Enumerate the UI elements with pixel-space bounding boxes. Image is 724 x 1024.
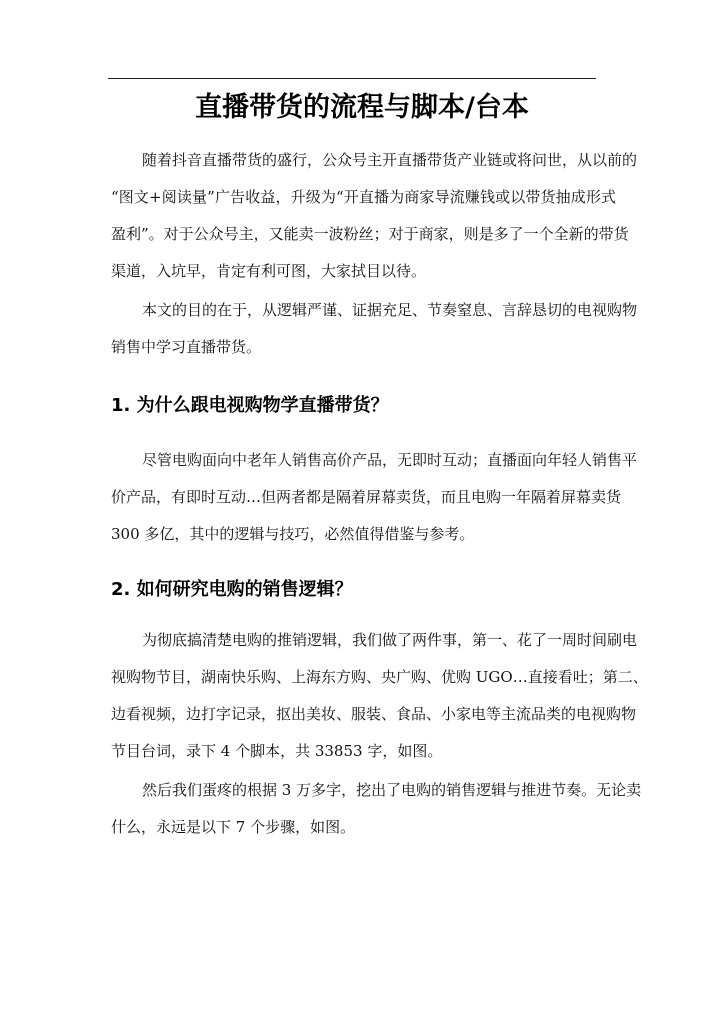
paragraph-line: 本文的目的在于，从逻辑严谨、证据充足、节奏窒息、言辞恳切的电视购物 bbox=[142, 301, 638, 319]
section-heading: 2. 如何研究电购的销售逻辑？ bbox=[111, 579, 353, 600]
paragraph-line: 为彻底搞清楚电购的推销逻辑，我们做了两件事，第一、花了一周时间刷电 bbox=[142, 631, 638, 649]
paragraph-line: 边看视频，边打字记录，抠出美妆、服装、食品、小家电等主流品类的电视购物 bbox=[111, 705, 637, 723]
paragraph-line: 销售中学习直播带货。 bbox=[111, 338, 262, 356]
paragraph-line: 300 多亿，其中的逻辑与技巧，必然值得借鉴与参考。 bbox=[111, 525, 475, 543]
section-heading: 1. 为什么跟电视购物学直播带货？ bbox=[111, 395, 389, 416]
paragraph-line: 随着抖音直播带货的盛行，公众号主开直播带货产业链或将问世，从以前的 bbox=[142, 151, 638, 169]
header-rule bbox=[108, 78, 596, 79]
paragraph-line: 价产品，有即时互动…但两者都是隔着屏幕卖货，而且电购一年隔着屏幕卖货 bbox=[111, 488, 622, 506]
paragraph-line: 视购物节目，湖南快乐购、上海东方购、央广购、优购 UGO…直接看吐；第二、 bbox=[111, 668, 648, 686]
paragraph-line: 盈利”。对于公众号主，又能卖一波粉丝；对于商家，则是多了一个全新的带货 bbox=[111, 225, 629, 243]
paragraph-line: 节目台词，录下 4 个脚本，共 33853 字，如图。 bbox=[111, 742, 443, 760]
paragraph-line: “图文+阅读量”广告收益，升级为“开直播为商家导流赚钱或以带货抽成形式 bbox=[111, 188, 616, 206]
paragraph-line: 什么，永远是以下 7 个步骤，如图。 bbox=[111, 818, 356, 836]
document-title: 直播带货的流程与脚本/台本 bbox=[195, 92, 529, 123]
paragraph-line: 渠道，入坑早，肯定有利可图，大家拭目以待。 bbox=[111, 262, 427, 280]
paragraph-line: 然后我们蛋疼的根据 3 万多字，挖出了电购的销售逻辑与推进节奏。无论卖 bbox=[142, 781, 642, 799]
paragraph-line: 尽管电购面向中老年人销售高价产品，无即时互动；直播面向年轻人销售平 bbox=[142, 451, 638, 469]
